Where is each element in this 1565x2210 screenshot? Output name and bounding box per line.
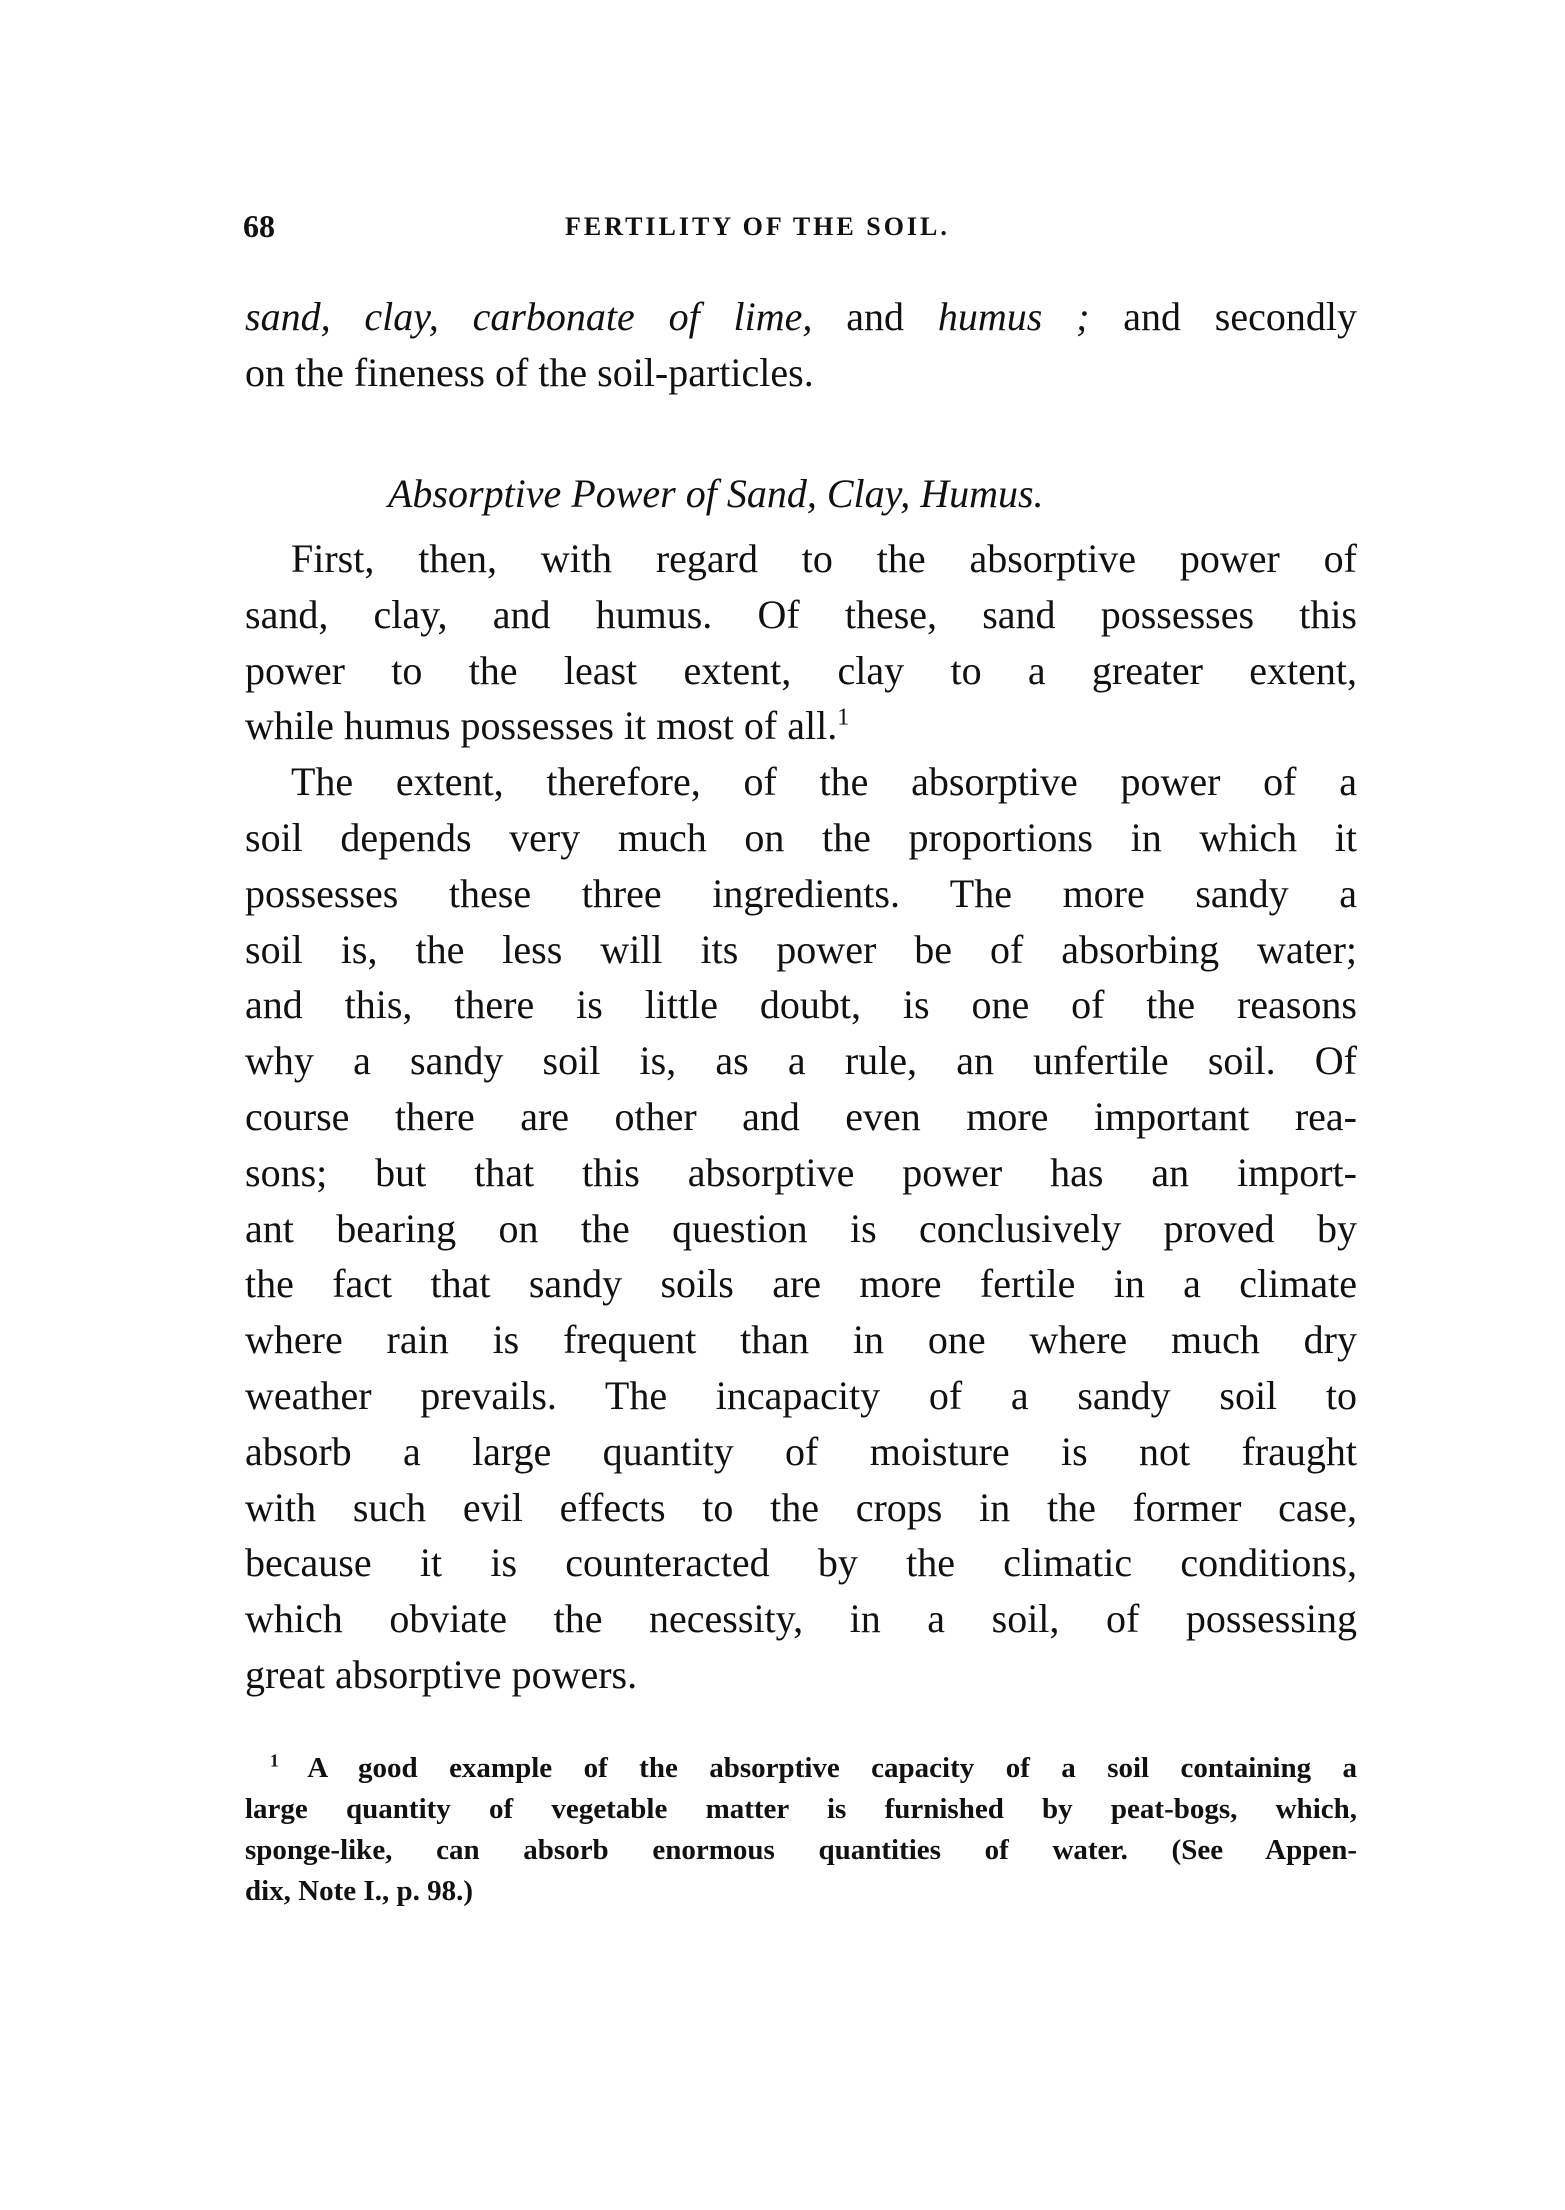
text-segment: with such evil effects to the crops in the former case, — [245, 1484, 1357, 1530]
text-line — [245, 295, 1357, 339]
text-line — [245, 1430, 1357, 1474]
footnote-line — [270, 1752, 1357, 1784]
footnote-text: dix, Note I., p. 98.) — [245, 1875, 473, 1907]
text-line — [245, 872, 1357, 916]
text-segment: course there are other and even more important rea- — [245, 1094, 1357, 1139]
text-segment: absorb a large quantity of moisture is not fraught — [245, 1428, 1357, 1474]
text-line — [291, 760, 1357, 804]
text-segment: ant bearing on the question is conclusively proved by — [245, 1205, 1357, 1251]
text-segment: humus ; — [937, 294, 1090, 339]
text-line — [245, 816, 1357, 860]
text-segment: weather prevails. The incapacity of a sandy soil to — [245, 1373, 1357, 1418]
text-line — [245, 1486, 1357, 1530]
text-line — [245, 983, 1357, 1027]
text-segment: and — [812, 294, 938, 339]
text-line — [245, 649, 1357, 693]
text-line — [245, 1039, 1357, 1083]
text-segment: great absorptive powers. — [245, 1652, 638, 1697]
text-segment: possesses these three ingredients. The more sandy a — [245, 870, 1357, 916]
text-segment: power to the least extent, clay to a greater extent, — [245, 647, 1357, 693]
text-segment: while humus possesses it most of all. — [245, 703, 838, 749]
text-segment: and this, there is little doubt, is one of the reasons — [245, 982, 1357, 1028]
text-segment: sand, clay, carbonate of lime, — [245, 294, 813, 339]
footnote-marker: 1 — [270, 1750, 308, 1771]
text-line — [291, 537, 1357, 581]
text-segment: sand, clay, and humus. Of these, sand possesses this — [245, 591, 1357, 637]
footnote-line — [245, 1793, 1357, 1825]
text-segment: why a sandy soil is, as a rule, an unfertile soil. Of — [245, 1038, 1357, 1084]
text-line — [245, 1541, 1357, 1585]
footnote-text: sponge-like, can absorb enormous quantities of water. (See Appen- — [245, 1834, 1357, 1866]
page-number: 68 — [243, 208, 275, 244]
section-heading: Absorptive Power of Sand, Clay, Humus. — [388, 471, 1044, 516]
text-segment: sons; but that this absorptive power has an import- — [245, 1149, 1357, 1195]
text-segment: soil depends very much on the proportions in which it — [245, 815, 1357, 860]
text-line — [245, 1262, 1357, 1306]
text-segment: soil is, the less will its power be of absorbing water; — [245, 926, 1357, 972]
footnote-line — [245, 1875, 1357, 1907]
text-segment: because it is counteracted by the climatic conditions, — [245, 1540, 1357, 1586]
footnote-text: A good example of the absorptive capacity of a soil containing a — [307, 1752, 1358, 1784]
text-line — [245, 1095, 1357, 1139]
text-line — [245, 704, 1357, 748]
text-segment: on the fineness of the soil-particles. — [245, 350, 814, 395]
text-line — [245, 351, 1357, 395]
text-line — [245, 1374, 1357, 1418]
footnote-line — [245, 1834, 1357, 1866]
text-segment: the fact that sandy soils are more fertile in a climate — [245, 1261, 1357, 1307]
running-title: FERTILITY OF THE SOIL. — [565, 212, 950, 241]
text-line — [245, 593, 1357, 637]
text-line — [245, 928, 1357, 972]
text-segment: which obviate the necessity, in a soil, of possessing — [245, 1596, 1357, 1642]
text-segment: First, then, with regard to the absorptive power of — [291, 536, 1357, 581]
text-segment: where rain is frequent than in one where much dry — [245, 1317, 1357, 1363]
text-segment: The extent, therefore, of the absorptive power of a — [291, 759, 1357, 805]
footnote-reference: 1 — [837, 705, 850, 732]
text-line — [245, 1151, 1357, 1195]
text-line — [245, 1597, 1357, 1641]
text-line — [245, 1207, 1357, 1251]
text-line — [245, 1318, 1357, 1362]
text-line — [245, 1653, 1357, 1697]
footnote-text: large quantity of vegetable matter is furnished by peat-bogs, which, — [245, 1793, 1357, 1825]
text-segment: and secondly — [1089, 294, 1357, 339]
